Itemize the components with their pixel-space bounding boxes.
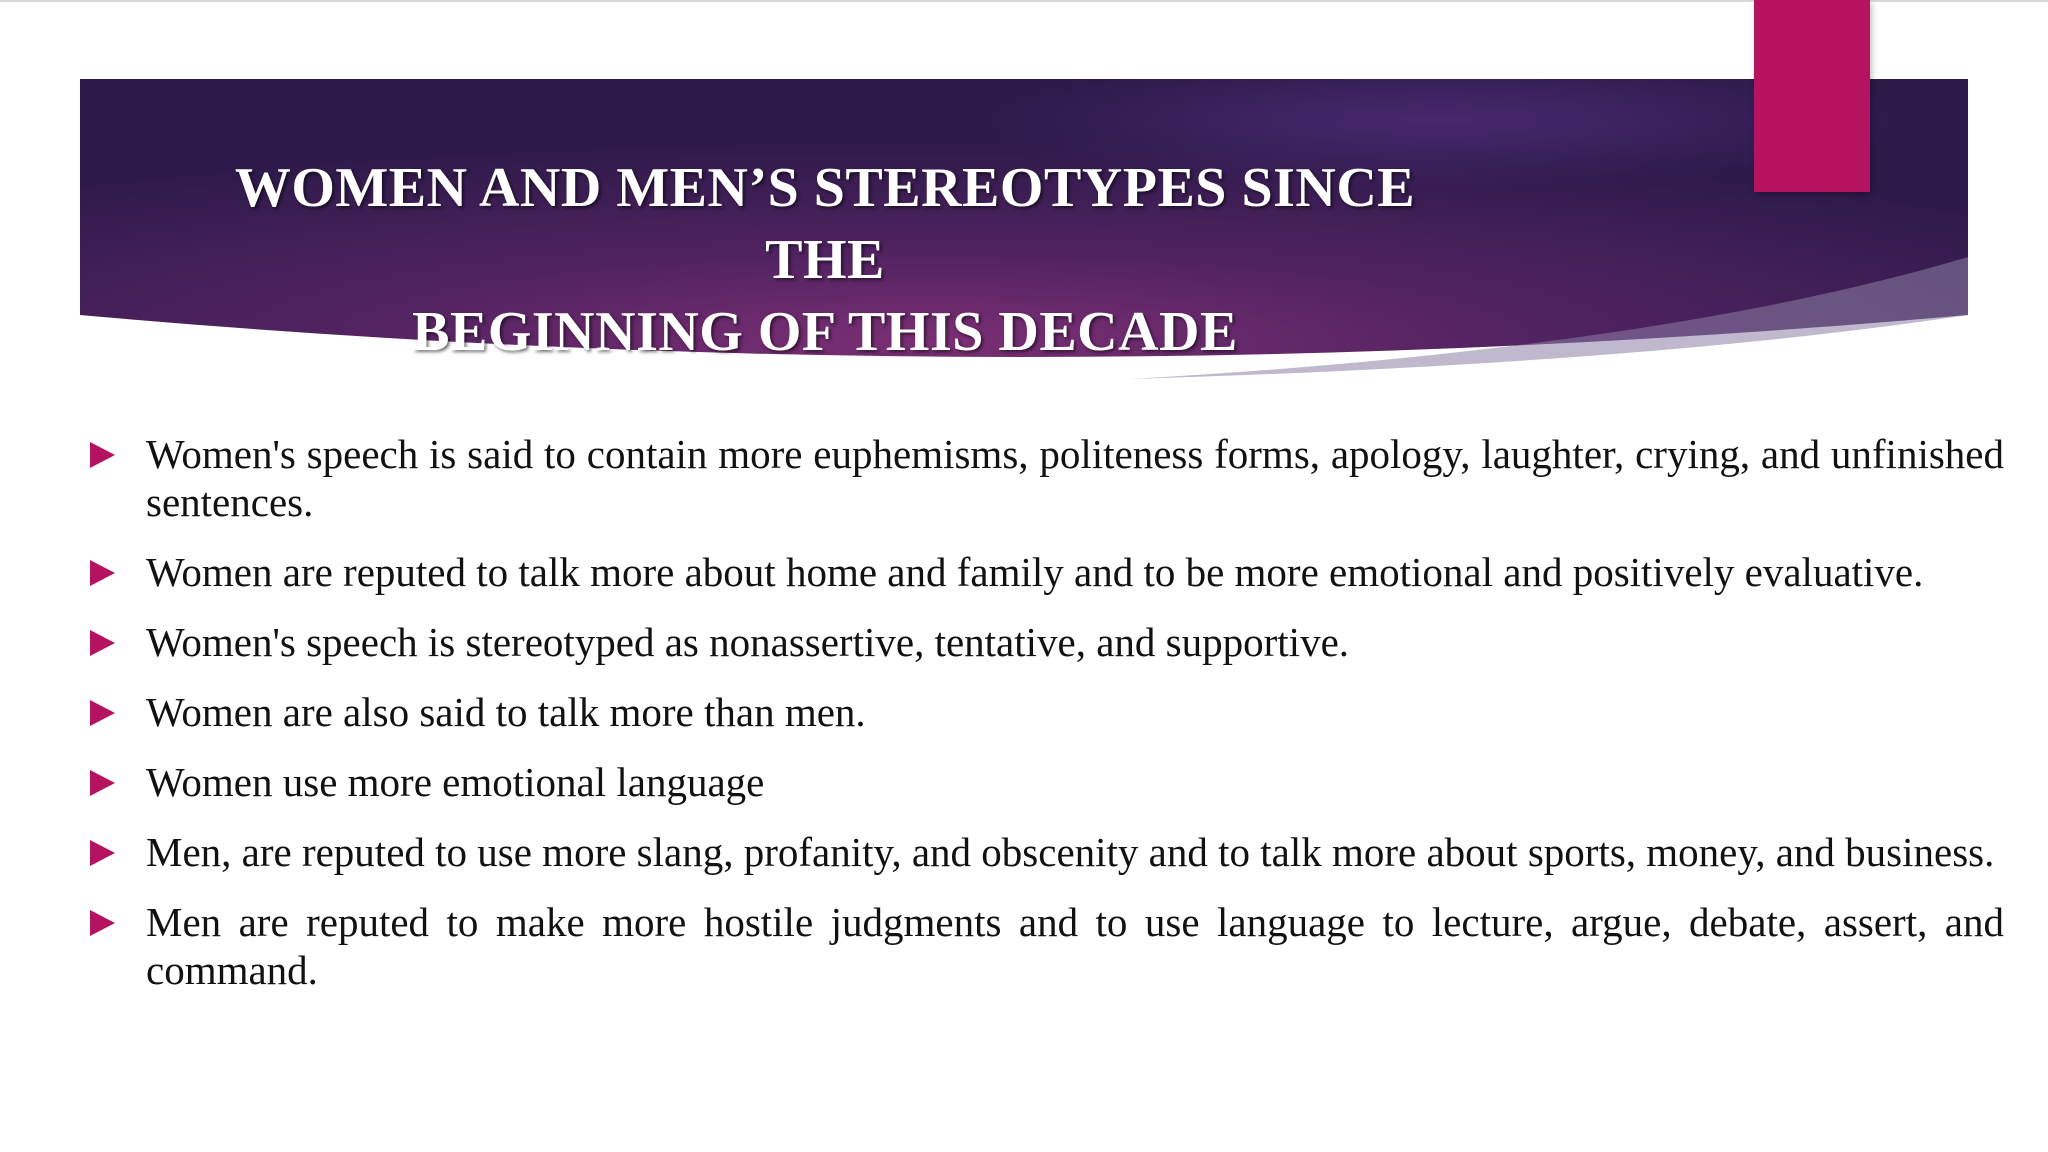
bullet-text: Women use more emotional language (146, 759, 765, 805)
bullet-text: Women are reputed to talk more about home and family and to be more emotional and positively evaluative. (146, 549, 1924, 595)
bullet-item (86, 688, 2004, 736)
triangle-right-icon (90, 700, 115, 726)
triangle-right-icon (90, 910, 115, 936)
bullet-text: Women's speech is stereotyped as nonassertive, tentative, and supportive. (146, 619, 1350, 665)
bullet-item (86, 548, 2004, 596)
title-line-2: BEGINNING OF THIS DECADE (412, 301, 1238, 363)
triangle-right-icon (90, 560, 115, 586)
slide-title (200, 152, 1450, 368)
bullet-text: Women's speech is said to contain more euphemisms, politeness forms, apology, laughter, crying, and unfinished sentences. (146, 431, 2004, 525)
bullet-text: Men, are reputed to use more slang, profanity, and obscenity and to talk more about sports, money, and business. (146, 829, 1995, 875)
triangle-right-icon (90, 630, 115, 656)
triangle-right-icon (90, 840, 115, 866)
bullet-item (86, 618, 2004, 666)
bullet-item (86, 430, 2004, 526)
bullet-text: Men are reputed to make more hostile judgments and to use language to lecture, argue, debate, assert, and command. (146, 899, 2004, 993)
bullet-item (86, 758, 2004, 806)
title-line-1: WOMEN AND MEN’S STEREOTYPES SINCE THE (234, 157, 1416, 291)
bullet-item (86, 828, 2004, 876)
triangle-right-icon (90, 770, 115, 796)
bullet-text: Women are also said to talk more than men. (146, 689, 866, 735)
bullet-list (86, 430, 2004, 1016)
top-divider (0, 0, 2048, 2)
accent-tab (1754, 0, 1870, 192)
triangle-right-icon (90, 442, 115, 468)
bullet-item (86, 898, 2004, 994)
